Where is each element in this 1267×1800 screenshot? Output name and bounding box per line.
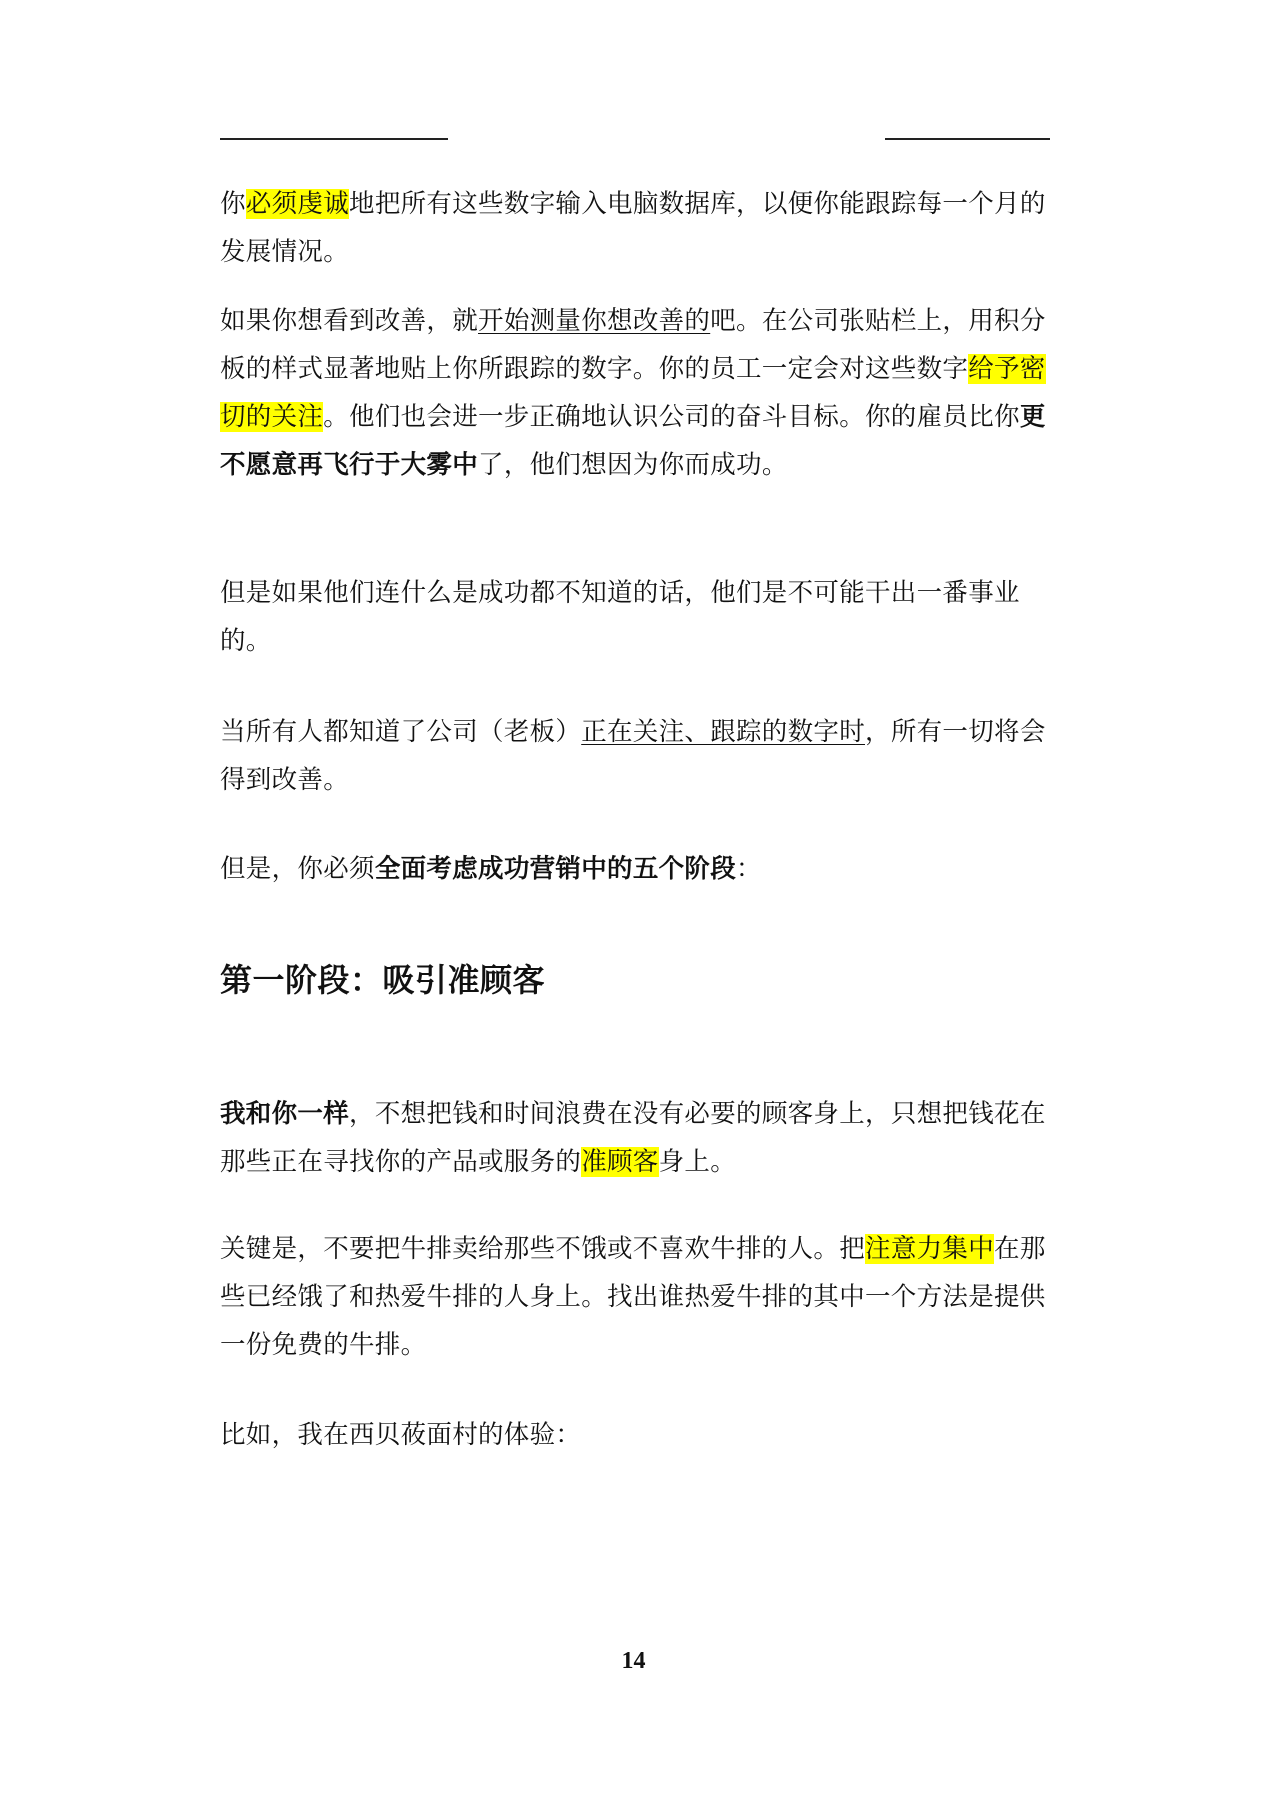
p7-text: 关键是，不要把牛排卖给那些不饿或不喜欢牛排的人。把 [220, 1234, 866, 1264]
paragraph-5 [220, 845, 1050, 893]
paragraph-4 [220, 708, 1050, 804]
page-number: 14 [621, 1648, 646, 1674]
p2-bold: 更不愿意再飞行于大雾中 [220, 402, 1046, 480]
p6-highlight: 准顾客 [581, 1147, 659, 1177]
p2-text-mid: 吧。在公司张贴栏上，用积分板的样式显著地贴上你所跟踪的数字。你的员工一定会对这些数字 [220, 306, 1046, 384]
header-rule-left [220, 138, 448, 140]
paragraph-2 [220, 297, 1050, 489]
paragraph-3 [220, 569, 1050, 665]
p6-text-rest: 身上。 [658, 1147, 737, 1177]
p7-highlight: 注意力集中 [865, 1234, 995, 1264]
p3-text: 但是如果他们连什么是成功都不知道的话，他们是不可能干出一番事业的。 [220, 578, 1020, 656]
p1-text: 你 [220, 189, 246, 219]
p8-text: 比如，我在西贝莜面村的体验： [220, 1420, 582, 1450]
p4-text-rest: ，所有一切将会得到改善。 [220, 717, 1046, 795]
section-heading: 第一阶段：吸引准顾客 [220, 961, 546, 999]
p4-underline: 正在关注、跟踪的数字时 [581, 717, 866, 747]
paragraph-8 [220, 1411, 1050, 1459]
header-rule-right [885, 138, 1050, 140]
p5-text: 但是，你必须 [220, 854, 375, 884]
paragraph-6 [220, 1090, 1050, 1186]
p2-underline: 开始测量你想改善的 [478, 306, 711, 336]
p1-highlight: 必须虔诚 [245, 189, 350, 219]
p2-text: 如果你想看到改善，就 [220, 306, 479, 336]
p7-text-rest: 在那些已经饿了和热爱牛排的人身上。找出谁热爱牛排的其中一个方法是提供一份免费的牛排。 [220, 1234, 1046, 1360]
p2-text-rest: 了，他们想因为你而成功。 [478, 450, 788, 480]
p4-text: 当所有人都知道了公司（老板） [220, 717, 582, 747]
p5-text-rest: ： [736, 854, 762, 884]
p2-highlight: 给予密切的关注 [220, 354, 1046, 432]
p2-text-mid2: 。他们也会进一步正确地认识公司的奋斗目标。你的雇员比你 [323, 402, 1020, 432]
p6-text-mid: ，不想把钱和时间浪费在没有必要的顾客身上，只想把钱花在那些正在寻找你的产品或服务的 [220, 1099, 1046, 1177]
paragraph-7 [220, 1225, 1050, 1369]
p6-bold: 我和你一样 [220, 1099, 350, 1129]
paragraph-1 [220, 180, 1050, 276]
p1-text-rest: 地把所有这些数字输入电脑数据库，以便你能跟踪每一个月的发展情况。 [220, 189, 1046, 267]
p5-bold: 全面考虑成功营销中的五个阶段 [374, 854, 737, 884]
